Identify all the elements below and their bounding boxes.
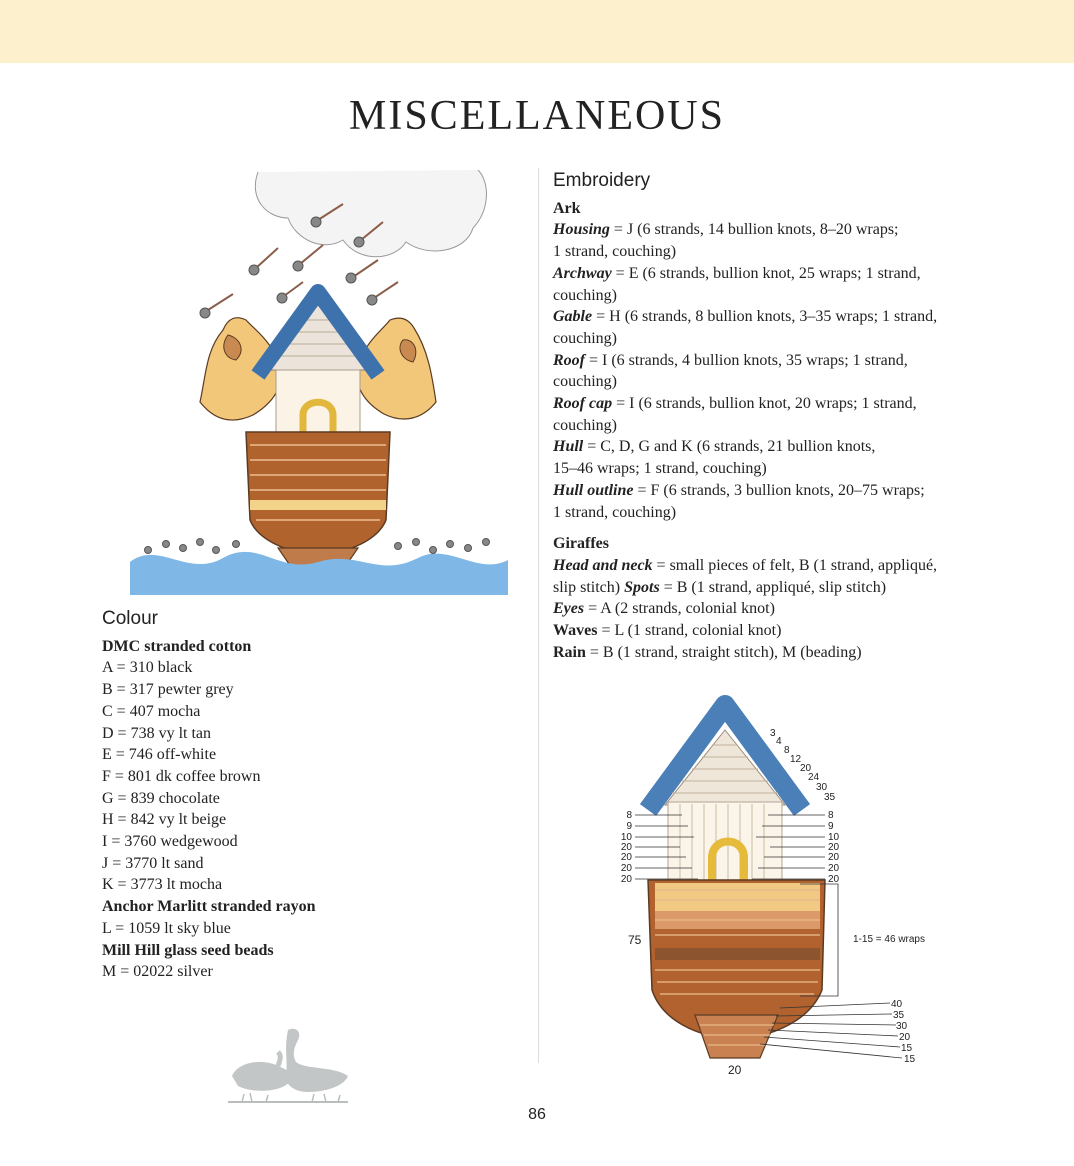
housing-right-label: 20 — [828, 863, 840, 874]
hull-outline-line: Hull outline = F (6 strands, 3 bullion knots, 20–75 wraps; 1 strand, couching) — [553, 481, 925, 521]
housing-left-label: 20 — [620, 874, 632, 885]
housing-left-label: 20 — [620, 852, 632, 863]
waves-line: Waves = L (1 strand, colonial knot) — [553, 622, 782, 640]
cloud — [255, 170, 486, 257]
geese-icon — [222, 1022, 354, 1108]
rain-line: Rain = B (1 strand, straight stitch), M (beading) — [553, 643, 862, 661]
colour-group-name: Anchor Marlitt stranded rayon — [102, 898, 316, 916]
housing-right-label: 20 — [828, 874, 840, 885]
keel-wrap-labels — [891, 999, 916, 1065]
colour-heading: Colour — [102, 608, 158, 629]
housing-right-label: 10 — [828, 832, 840, 843]
keel-wrap-label: 40 — [891, 999, 903, 1010]
ark-hull — [246, 432, 390, 556]
keel-wrap-label: 20 — [899, 1032, 911, 1043]
gable-wrap-label: 20 — [800, 763, 812, 774]
housing-right-label: 8 — [828, 810, 834, 821]
colour-item: H = 842 vy lt beige — [102, 811, 227, 829]
gable-wrap-label: 12 — [790, 754, 802, 765]
archway-line: Archway = E (6 strands, bullion knot, 25 wraps; 1 strand, couching) — [553, 264, 921, 304]
housing-right-label: 9 — [828, 821, 834, 832]
gable-line: Gable = H (6 strands, 8 bullion knots, 3–35 wraps; 1 strand, couching) — [553, 308, 938, 347]
housing-line: Housing = J (6 strands, 14 bullion knots, 8–20 wraps; 1 strand, couching) — [553, 221, 899, 261]
rain-label: Rain — [553, 643, 586, 661]
gable-wrap-label: 3 — [770, 728, 776, 739]
eyes-line: Eyes = A (2 strands, colonial knot) — [553, 600, 775, 618]
keel-wrap-label: 30 — [896, 1021, 908, 1032]
colour-item: D = 738 vy lt tan — [102, 724, 212, 742]
column-divider — [538, 168, 539, 1063]
roofcap-label: Roof cap — [553, 395, 613, 413]
hull-outline-label: Hull outline — [553, 481, 634, 499]
colour-section — [102, 608, 315, 983]
hull-outline-wraps-label: 75 — [628, 933, 642, 947]
diagram-keel — [695, 1015, 778, 1058]
gable-wrap-label: 24 — [808, 772, 820, 783]
embroidery-section — [553, 170, 983, 663]
colour-item: G = 839 chocolate — [102, 789, 220, 807]
gable-label: Gable — [553, 308, 593, 326]
colour-item: L = 1059 lt sky blue — [102, 919, 231, 937]
colour-item: I = 3760 wedgewood — [102, 833, 238, 851]
ark-heading: Ark — [553, 199, 581, 217]
head-neck-label: Head and neck — [553, 556, 653, 574]
housing-left-label: 8 — [626, 810, 632, 821]
wrap-diagram — [600, 690, 960, 1085]
housing-left-label: 20 — [620, 842, 632, 853]
roofcap-line: Roof cap = I (6 strands, bullion knot, 20 wraps; 1 strand, couching) — [553, 395, 917, 434]
housing-right-label: 20 — [828, 852, 840, 863]
colour-item: J = 3770 lt sand — [102, 854, 204, 872]
embroidery-heading: Embroidery — [553, 170, 651, 191]
head-neck-line: Head and neck = small pieces of felt, B (1 strand, appliqué, slip stitch) Spots = B (1 strand, appliqué, slip stitch) — [553, 556, 938, 596]
top-color-band — [0, 0, 1074, 63]
archway-label: Archway — [553, 264, 612, 282]
keel-wrap-label: 15 — [901, 1043, 913, 1054]
ark-illustration — [128, 170, 510, 595]
gable-wrap-label: 30 — [816, 782, 828, 793]
colour-item: B = 317 pewter grey — [102, 681, 234, 699]
colour-item: M = 02022 silver — [102, 963, 213, 981]
hull-wraps-label: 1-15 = 46 wraps — [853, 934, 925, 945]
waves-label: Waves — [553, 622, 598, 640]
housing-left-labels — [621, 810, 633, 885]
keel-wrap-label: 35 — [893, 1010, 905, 1021]
eyes-label: Eyes — [553, 600, 585, 618]
page-number: 86 — [528, 1106, 546, 1123]
spots-label: Spots — [624, 578, 660, 596]
colour-item: A = 310 black — [102, 659, 193, 677]
gable-wrap-label: 35 — [824, 792, 836, 803]
housing-right-labels — [828, 810, 840, 885]
housing-left-label: 20 — [620, 863, 632, 874]
housing-right-label: 20 — [828, 842, 840, 853]
colour-item: E = 746 off-white — [102, 746, 217, 764]
keel-bottom-label: 20 — [728, 1063, 742, 1077]
gable-wrap-label: 4 — [776, 736, 782, 747]
hull-line: Hull = C, D, G and K (6 strands, 21 bullion knots, 15–46 wraps; 1 strand, couching) — [553, 438, 876, 478]
colour-group-name: Mill Hill glass seed beads — [102, 941, 274, 959]
giraffes-heading: Giraffes — [553, 535, 609, 553]
gable-wrap-label: 8 — [784, 745, 790, 756]
colour-item: C = 407 mocha — [102, 702, 201, 720]
hull-label: Hull — [553, 438, 584, 456]
housing-left-label: 9 — [626, 821, 632, 832]
keel-wrap-label: 15 — [904, 1054, 916, 1065]
colour-item: K = 3773 lt mocha — [102, 876, 223, 894]
colour-group-name: DMC stranded cotton — [102, 637, 252, 655]
roof-line: Roof = I (6 strands, 4 bullion knots, 35 wraps; 1 strand, couching) — [553, 351, 908, 391]
colour-item: F = 801 dk coffee brown — [102, 767, 261, 785]
page-title: MISCELLANEOUS — [348, 93, 725, 139]
housing-label: Housing — [553, 221, 610, 239]
roof-label: Roof — [553, 351, 585, 369]
housing-left-label: 10 — [620, 832, 632, 843]
